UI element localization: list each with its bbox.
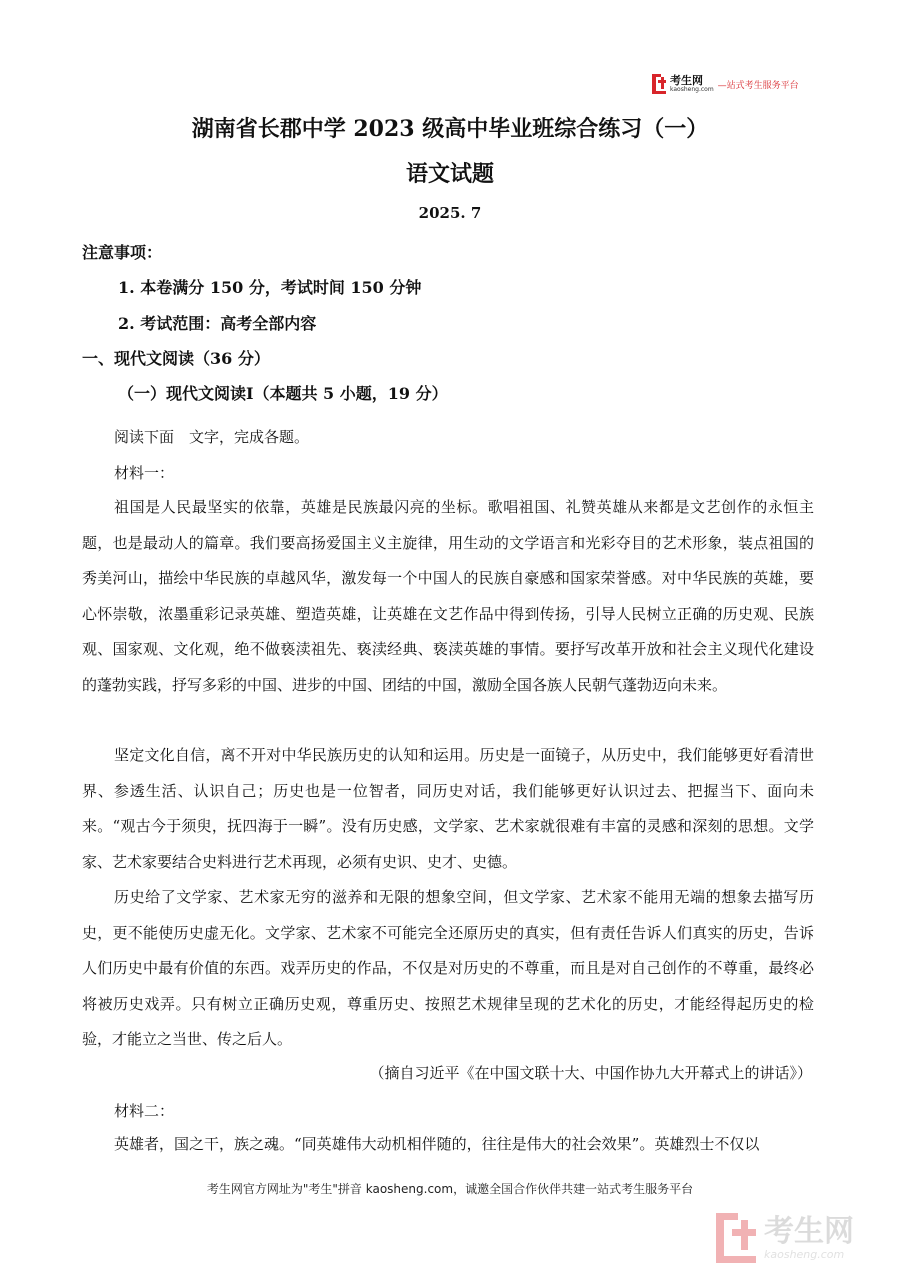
material-1-source: （摘自习近平《在中国文联十大、中国作协九大开幕式上的讲话》） (369, 1064, 812, 1082)
material-2-label: 材料二： (114, 1102, 175, 1120)
material-1-paragraph: 祖国是人民最坚实的依靠，英雄是民族最闪亮的坐标。歌唱祖国、礼赞英雄从来都是文艺创作的永恒主题，也是最动人的篇章。我们要高扬爱国主义主旋律，用生动的文学语言和光彩夺目的艺术形象，装点祖国的秀美河山，描绘中华民族的卓越风华，激发每一个中国人的民族自豪感和国家荣誉感。对中华民族的英雄，要心怀崇敬，浓墨重彩记录英雄、塑造英雄，让英雄在文艺作品中得到传扬，引导人民树立正确的历史观、民族观、国家观、文化观，绝不做亵渎祖先、亵渎经典、亵渎英雄的事情。要抒写改革开放和社会主义现代化建设的蓬勃实践，抒写多彩的中国、进步的中国、团结的中国，激励全国各族人民朝气蓬勃迈向未来。 (82, 498, 814, 694)
notice-item: 1. 本卷满分 150 分，考试时间 150 分钟 (118, 278, 422, 297)
kaosheng-logo-icon (652, 74, 666, 94)
header-logo[interactable] (652, 72, 822, 96)
notice-item: 2. 考试范围：高考全部内容 (118, 314, 317, 333)
exam-date: 2025. 7 (418, 204, 482, 222)
page-footer: 考生网官方网址为"考生"拼音 kaosheng.com，诚邀全国合作伙伴共建一站式考生服务平台 (206, 1182, 694, 1196)
section-heading: 一、现代文阅读（36 分） (82, 349, 270, 368)
section-subheading: （一）现代文阅读Ⅰ（本题共 5 小题，19 分） (118, 384, 448, 403)
watermark-name: 考生网 (764, 1213, 854, 1249)
watermark-domain: kaosheng.com (764, 1247, 845, 1261)
logo-domain: kaosheng.com (670, 86, 714, 93)
material-1-paragraph: 历史给了文学家、艺术家无穷的滋养和无限的想象空间，但文学家、艺术家不能用无端的想象去描写历史，更不能使历史虚无化。文学家、艺术家不可能完全还原历史的真实，但有责任告诉人们真实的历史，告诉人们历史中最有价值的东西。戏弄历史的作品，不仅是对历史的不尊重，而且是对自己创作的不尊重，最终必将被历史戏弄。只有树立正确历史观，尊重历史、按照艺术规律呈现的艺术化的历史，才能经得起历史的检验，才能立之当世、传之后人。 (82, 888, 814, 1048)
watermark (716, 1210, 886, 1266)
material-2-paragraph: 英雄者，国之干，族之魂。“同英雄伟大动机相伴随的，往往是伟大的社会效果”。英雄烈士不仅以 (114, 1135, 760, 1153)
material-1-paragraph: 坚定文化自信，离不开对中华民族历史的认知和运用。历史是一面镜子，从历史中，我们能够更好看清世界、参透生活、认识自己；历史也是一位智者，同历史对话，我们能够更好认识过去、把握当下、面向未来。“观古今于须臾，抚四海于一瞬”。没有历史感，文学家、艺术家就很难有丰富的灵感和深刻的思想。文学家、艺术家要结合史料进行艺术再现，必须有史识、史才、史德。 (82, 746, 814, 871)
logo-slogan: —站式考生服务平台 (717, 80, 799, 91)
logo-name: 考生网 (670, 74, 703, 87)
exam-title: 湖南省长郡中学 2023 级高中毕业班综合练习（一） (191, 116, 709, 142)
exam-subject: 语文试题 (405, 161, 494, 187)
kaosheng-watermark-icon (716, 1213, 756, 1263)
material-1-label: 材料一： (114, 464, 175, 482)
notice-heading: 注意事项： (82, 243, 163, 262)
reading-instruction: 阅读下面 文字，完成各题。 (114, 428, 310, 446)
